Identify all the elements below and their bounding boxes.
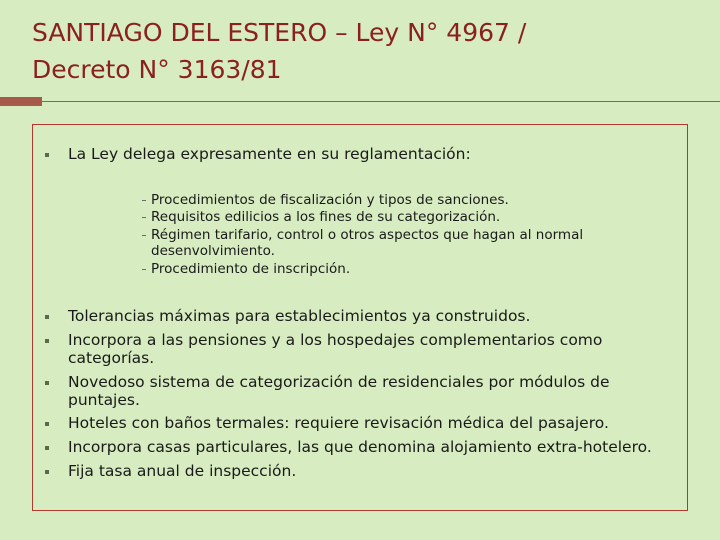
sub-item-text: Requisitos edilicios a los fines de su categorización.: [151, 209, 501, 225]
title-line-1: SANTIAGO DEL ESTERO – Ley N° 4967 /: [32, 18, 527, 47]
sub-item-text: Régimen tarifario, control o otros aspectos que hagan al normal desenvolvimiento.: [151, 227, 584, 259]
title-line-2: Decreto N° 3163/81: [32, 55, 282, 84]
bullet-marker: [45, 153, 49, 157]
item-text: Incorpora a las pensiones y a los hospedajes complementarios como categorías.: [68, 331, 603, 367]
item-text: Novedoso sistema de categorización de residenciales por módulos de puntajes.: [68, 373, 610, 409]
dash-marker: [142, 217, 146, 218]
item-text: Tolerancias máximas para establecimientos ya construidos.: [68, 307, 531, 325]
bullet-marker: [45, 446, 49, 450]
bullet-marker: [45, 381, 49, 385]
sub-item-text: Procedimientos de fiscalización y tipos de sanciones.: [151, 192, 509, 208]
dash-marker: [142, 269, 146, 270]
item-text: Hoteles con baños termales: requiere revisación médica del pasajero.: [68, 414, 609, 432]
bullet-marker: [45, 422, 49, 426]
slide-title: [32, 14, 692, 88]
dash-marker: [142, 235, 146, 236]
bullet-marker: [45, 339, 49, 343]
title-divider: [42, 101, 720, 102]
divider-accent-block: [0, 97, 42, 106]
item-text: Fija tasa anual de inspección.: [68, 462, 297, 480]
item-text: Incorpora casas particulares, las que denomina alojamiento extra-hotelero.: [68, 438, 652, 456]
dash-marker: [142, 200, 146, 201]
sub-item-text: Procedimiento de inscripción.: [151, 261, 351, 277]
bullet-marker: [45, 315, 49, 319]
intro-text: La Ley delega expresamente en su reglamentación:: [68, 145, 471, 163]
bullet-marker: [45, 470, 49, 474]
